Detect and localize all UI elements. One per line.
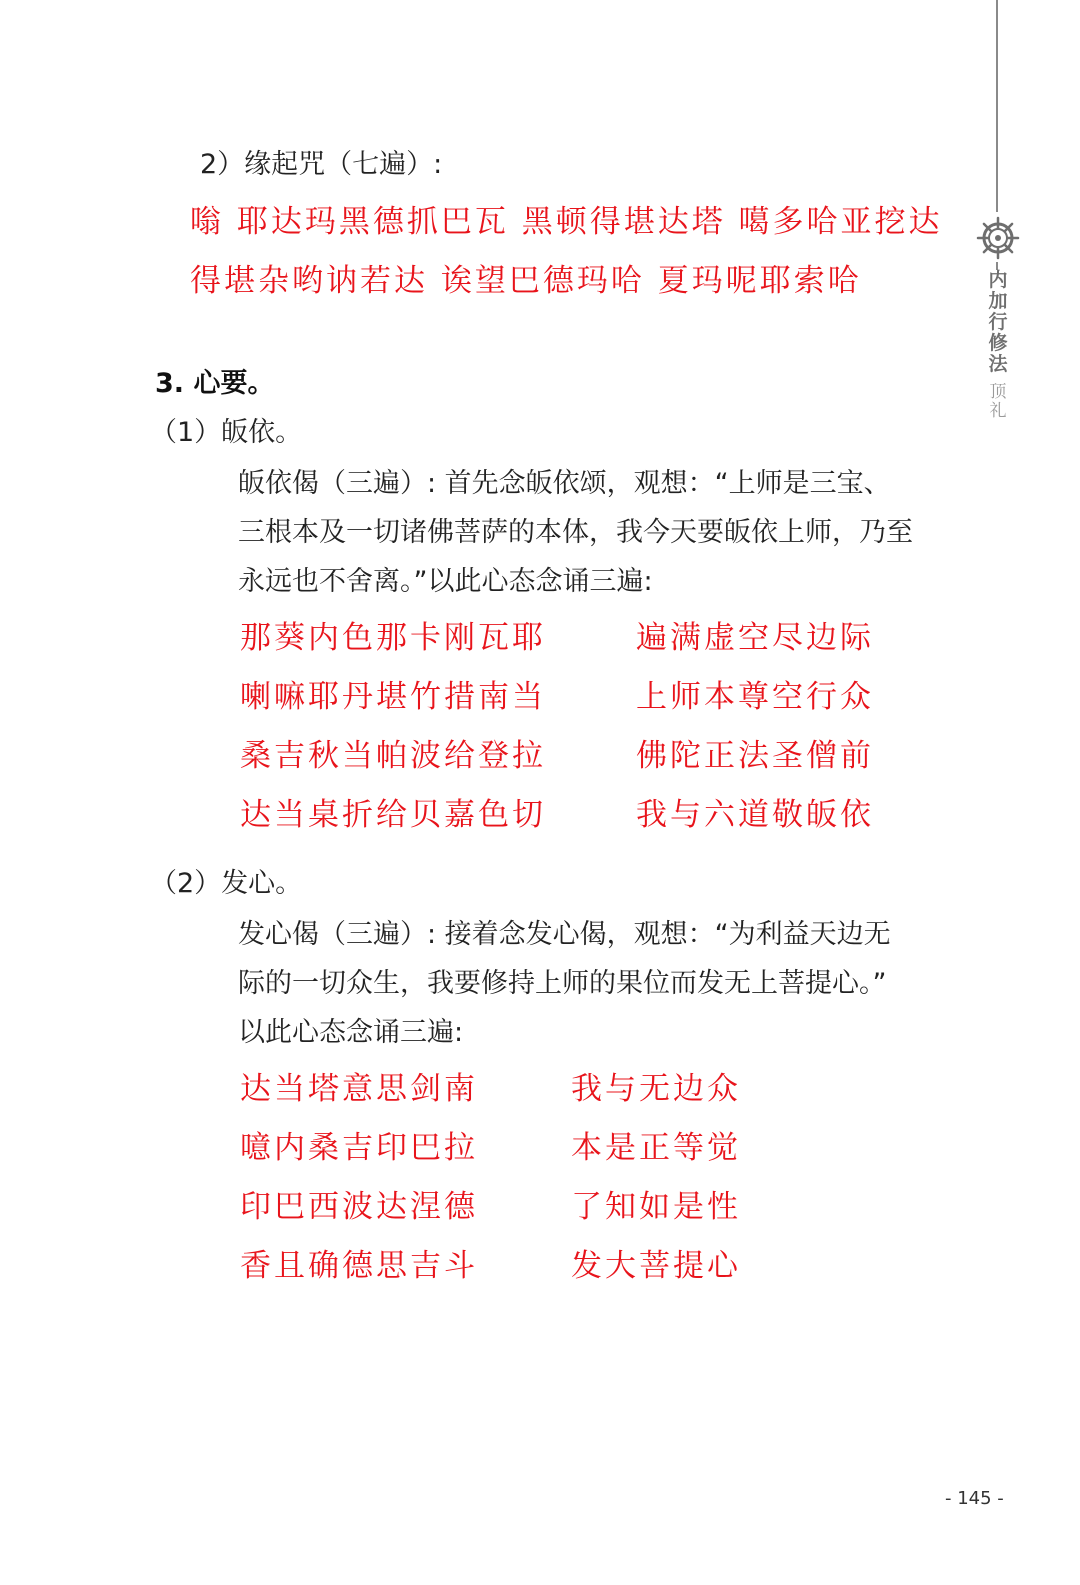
bodhicitta-verse-translation: 发大菩提心 <box>571 1248 741 1284</box>
mantra-line: 得堪杂哟讷若达 诶望巴德玛哈 夏玛呢耶索哈 <box>190 263 862 299</box>
bodhicitta-description-line: 发心偈（三遍）: 接着念发心偈，观想：“为利益天边无 <box>238 919 891 950</box>
refuge-description-line: 三根本及一切诸佛菩萨的本体，我今天要皈依上师，乃至 <box>238 517 913 548</box>
refuge-verse-translation: 上师本尊空行众 <box>636 679 874 715</box>
refuge-verse-translation: 遍满虚空尽边际 <box>636 620 874 656</box>
chapter-title-char: 行 <box>988 311 1008 333</box>
side-rule-line <box>996 0 998 212</box>
section-subtitle-char: 顶 <box>989 382 1007 402</box>
refuge-heading: （1）皈依。 <box>150 417 303 448</box>
mantra-line: 嗡 耶达玛黑德抓巴瓦 黑顿得堪达塔 噶多哈亚挖达 <box>190 204 943 240</box>
bodhicitta-description-line: 以此心态念诵三遍: <box>238 1017 464 1048</box>
bodhicitta-heading: （2）发心。 <box>150 868 303 899</box>
bodhicitta-verse-transliteration: 达当塔意思剑南 <box>240 1071 478 1107</box>
mantra-heading: 2）缘起咒（七遍）: <box>200 149 443 180</box>
dharma-wheel-icon <box>976 216 1020 260</box>
refuge-verse-transliteration: 那葵内色那卡刚瓦耶 <box>240 620 546 656</box>
chapter-title-char: 内 <box>988 269 1008 291</box>
chapter-title-vertical <box>985 270 1011 375</box>
section-heading: 3. 心要。 <box>155 368 275 399</box>
refuge-verse-translation: 佛陀正法圣僧前 <box>636 738 874 774</box>
bodhicitta-description-line: 际的一切众生，我要修持上师的果位而发无上菩提心。” <box>238 968 887 999</box>
refuge-description-line: 永远也不舍离。”以此心态念诵三遍: <box>238 566 653 597</box>
chapter-title-char: 法 <box>988 353 1008 375</box>
bodhicitta-verse-translation: 了知如是性 <box>571 1189 741 1225</box>
bodhicitta-verse-translation: 我与无边众 <box>571 1071 741 1107</box>
section-subtitle-char: 礼 <box>989 401 1007 421</box>
bodhicitta-verse-transliteration: 噫内桑吉印巴拉 <box>240 1130 478 1166</box>
bodhicitta-verse-transliteration: 香且确德思吉斗 <box>240 1248 478 1284</box>
chapter-title-char: 加 <box>988 290 1008 312</box>
refuge-verse-transliteration: 喇嘛耶丹堪竹措南当 <box>240 679 546 715</box>
refuge-verse-transliteration: 达当桌折给贝嘉色切 <box>240 797 546 833</box>
bodhicitta-verse-transliteration: 印巴西波达涅德 <box>240 1189 478 1225</box>
refuge-verse-translation: 我与六道敬皈依 <box>636 797 874 833</box>
chapter-title-char: 修 <box>988 332 1008 354</box>
bodhicitta-verse-translation: 本是正等觉 <box>571 1130 741 1166</box>
page-number: - 145 - <box>945 1488 1004 1509</box>
refuge-verse-transliteration: 桑吉秋当帕波给登拉 <box>240 738 546 774</box>
refuge-description-line: 皈依偈（三遍）: 首先念皈依颂，观想：“上师是三宝、 <box>238 468 891 499</box>
section-subtitle-vertical <box>985 383 1011 421</box>
